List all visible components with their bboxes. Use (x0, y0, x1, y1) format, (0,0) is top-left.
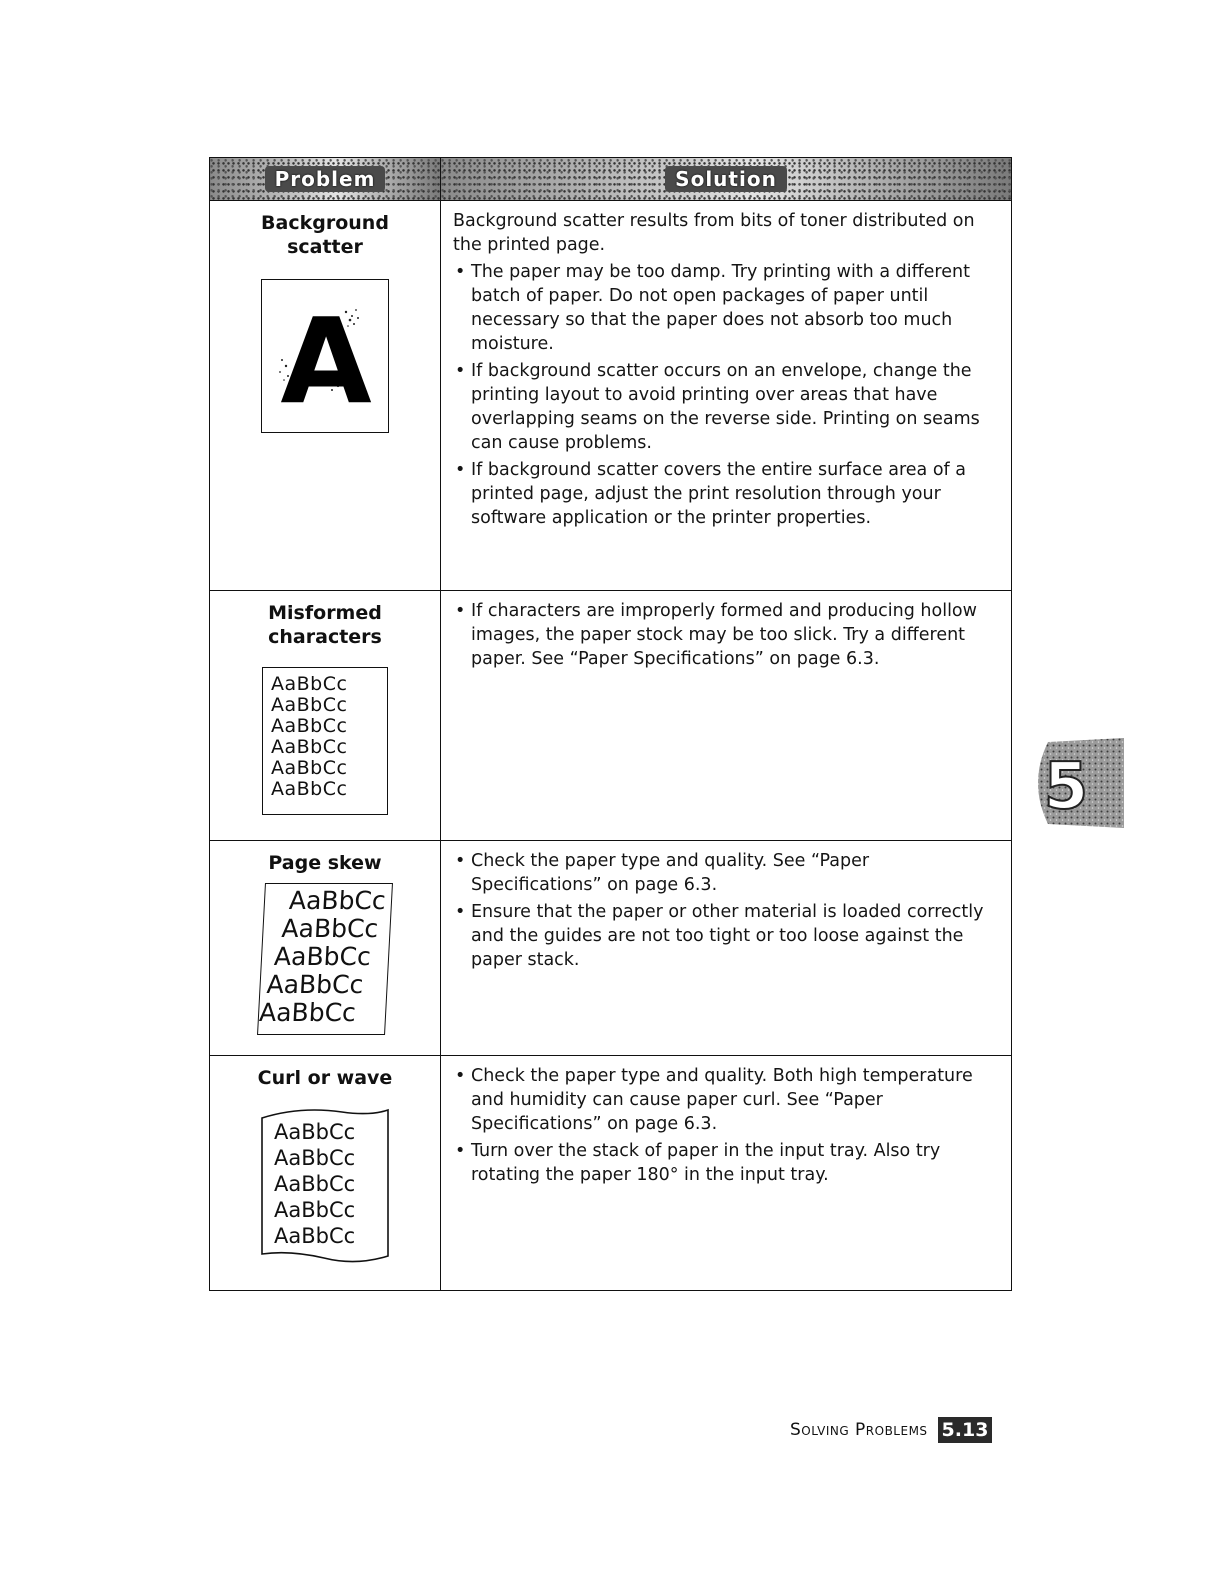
problem-column-header (210, 158, 441, 201)
problem-cell (210, 591, 441, 841)
solution-cell (441, 1056, 1012, 1291)
solution-bullet (453, 900, 1001, 972)
sample-text-line: AaBbCc (271, 736, 348, 758)
solution-cell (441, 201, 1012, 591)
background-scatter-illustration (261, 279, 389, 433)
solution-cell (441, 591, 1012, 841)
sample-text-line: AaBbCc (274, 1198, 356, 1222)
curl-wave-illustration (260, 1104, 390, 1264)
bullet-text: The paper may be too damp. Try printing with a different batch of paper. Do not open packages of paper until necessary so that the paper does not absorb too much moisture. (471, 262, 970, 354)
problem-header-label: Problem (265, 166, 386, 192)
sample-text-line: AaBbCc (258, 998, 357, 1027)
solution-bullet (453, 458, 1001, 530)
sample-text-line: AaBbCc (274, 1120, 356, 1144)
scatter-letter-graphic (262, 280, 388, 432)
bullet-text: Check the paper type and quality. See “Paper Specifications” on page 6.3. (471, 851, 870, 895)
bullet-text: Turn over the stack of paper in the input tray. Also try rotating the paper 180° in the input tray. (471, 1141, 941, 1185)
solution-list (453, 599, 1001, 671)
page-footer (790, 1416, 992, 1444)
bullet-text: If characters are improperly formed and producing hollow images, the paper stock may be too slick. Try a different paper. See “Paper Specifications” on page 6.3. (471, 601, 977, 669)
bullet-text: If background scatter occurs on an envelope, change the printing layout to avoid printing over areas that have overlapping seams on the reverse side. Printing on seams can cause problems. (471, 361, 980, 453)
sample-text-line: AaBbCc (280, 914, 380, 943)
problem-cell (210, 841, 441, 1056)
solution-list (453, 260, 1001, 530)
table-header-row (210, 158, 1012, 201)
solution-column-header (441, 158, 1012, 201)
chapter-number: 5 (1043, 750, 1089, 824)
sample-text-line: AaBbCc (271, 778, 348, 800)
misformed-text-block (263, 668, 387, 800)
bullet-icon: • (455, 460, 466, 480)
misformed-characters-illustration (262, 667, 388, 815)
bullet-icon: • (455, 1141, 466, 1161)
solution-list (453, 1064, 1001, 1187)
bullet-icon: • (455, 361, 466, 381)
sample-text-line: AaBbCc (274, 1224, 356, 1248)
sample-text-line: AaBbCc (271, 694, 348, 716)
bullet-text: Ensure that the paper or other material is loaded correctly and the guides are not too tight or too loose against the paper stack. (471, 902, 984, 970)
bullet-icon: • (455, 601, 466, 621)
sample-text-line: AaBbCc (271, 757, 348, 779)
solution-bullet (453, 849, 1001, 897)
sample-text-line: AaBbCc (273, 942, 372, 971)
solution-bullet (453, 599, 1001, 671)
troubleshooting-table (209, 157, 1012, 1291)
bullet-icon: • (455, 902, 466, 922)
table-row (210, 841, 1012, 1056)
solution-list (453, 849, 1001, 972)
sample-text-line: AaBbCc (288, 886, 387, 915)
page-number-badge: 5.13 (938, 1417, 993, 1443)
bullet-icon: • (455, 1066, 466, 1086)
sample-text-line: AaBbCc (274, 1146, 356, 1170)
footer-section-title: Solving Problems (790, 1420, 928, 1440)
scatter-letter: A (280, 292, 372, 430)
table-row (210, 591, 1012, 841)
solution-bullet (453, 260, 1001, 356)
table-row (210, 1056, 1012, 1291)
bullet-text: If background scatter covers the entire surface area of a printed page, adjust the print resolution through your software application or the printer properties. (471, 460, 966, 528)
bullet-text: Check the paper type and quality. Both high temperature and humidity can cause paper curl. See “Paper Specifications” on page 6.3. (471, 1066, 973, 1134)
problem-title: Curl or wave (257, 1067, 393, 1089)
sample-text-line: AaBbCc (271, 673, 348, 695)
chapter-tab (1028, 738, 1124, 828)
bullet-icon: • (455, 851, 466, 871)
solution-bullet (453, 1064, 1001, 1136)
table-row (210, 201, 1012, 591)
solution-bullet (453, 359, 1001, 455)
solution-intro: Background scatter results from bits of toner distributed on the printed page. (453, 211, 975, 255)
sample-text-line: AaBbCc (265, 970, 365, 999)
problem-title: Page skew (268, 852, 382, 874)
sample-text-line: AaBbCc (271, 715, 348, 737)
problem-title: Background scatter (261, 212, 389, 258)
chapter-tab-graphic (1028, 738, 1124, 828)
problem-cell (210, 201, 441, 591)
page-skew-illustration (257, 883, 393, 1035)
problem-title: Misformed characters (268, 602, 382, 648)
solution-header-label: Solution (665, 166, 787, 192)
bullet-icon: • (455, 262, 466, 282)
solution-bullet (453, 1139, 1001, 1187)
solution-cell (441, 841, 1012, 1056)
problem-cell (210, 1056, 441, 1291)
sample-text-line: AaBbCc (274, 1172, 356, 1196)
